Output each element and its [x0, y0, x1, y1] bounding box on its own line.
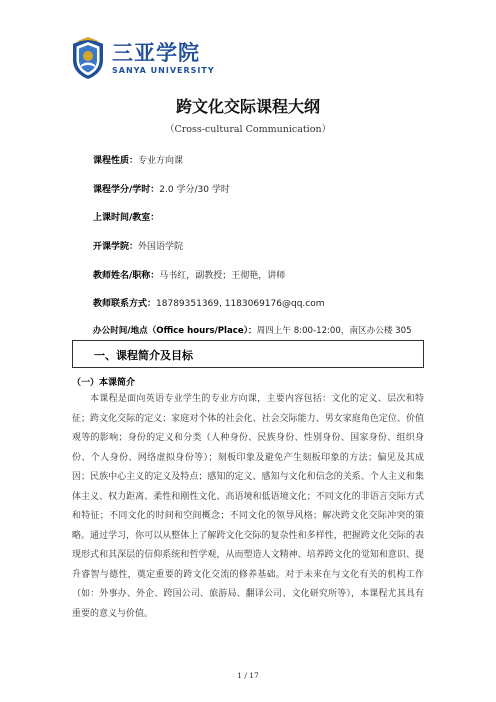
info-value: 外国语学院: [138, 242, 184, 252]
section-title: 一、课程简介及目标: [94, 349, 193, 362]
info-value: 18789351369, 1183069176@qq.com: [156, 299, 325, 309]
info-label: 课程学分/学时：: [93, 185, 160, 195]
info-label: 办公时间/地点（Office hours/Place）：: [93, 326, 257, 336]
page-number: 1 / 17: [237, 671, 259, 680]
info-label: 开课学院：: [93, 242, 139, 252]
document-subtitle: （Cross-cultural Communication）: [164, 124, 332, 135]
info-label: 课程性质：: [93, 156, 139, 166]
university-logo: [70, 34, 215, 82]
info-label: 上课时间/教室：: [93, 213, 160, 223]
info-value: 2.0 学分/30 学时: [159, 185, 230, 195]
info-contact: [93, 296, 325, 309]
info-credits-hours: [93, 182, 230, 195]
document-title: 跨文化交际课程大纲: [175, 97, 320, 116]
info-value: 周四上午 8:00-12:00，南区办公楼 305: [256, 326, 412, 336]
section-subheading: （一）本课简介: [72, 378, 136, 388]
university-crest-icon: [70, 36, 106, 80]
info-time-classroom: [93, 210, 159, 223]
logo-name-chinese: 三亚学院: [112, 41, 200, 65]
info-label: 教师姓名/职称：: [93, 271, 160, 281]
info-teachers: [93, 268, 285, 281]
logo-name-english: SANYA UNIVERSITY: [112, 66, 215, 75]
info-school: [93, 239, 183, 252]
info-value: 马书红，副教授；王彻艳，讲师: [159, 271, 286, 281]
info-value: 专业方向课: [138, 156, 184, 166]
info-label: 教师联系方式：: [93, 299, 157, 309]
info-office-hours: [93, 324, 412, 336]
course-introduction-paragraph: 本课程是面向英语专业学生的专业方向课，主要内容包括：文化的定义、层次和特征；跨文化交际的定义；家庭对个体的社会化、社会交际能力、男女家庭角色定位、价值观等的影响；身份的定义和分类（人种身份、民族身份、性别身份、国家身份、组织身份、个人身份、网络虚拟身份等）；刻板印象及避免产生刻板印象的方法；偏见及其成因；民族中心主义的定义及特点；感知的定义、感知与文化和信念的关系、个人主义和集体主义、权力距离、柔性和刚性文化、高语境和低语境文化；不同文化的非语言交际方式和特征；不同文化的时间和空间概念；不同文化的领导风格；解决跨文化交际冲突的策略。通过学习，你可以从整体上了解跨文化交际的复杂性和多样性，把握跨文化交际的表现形式和其深层的信仰系统和哲学观，从而塑造人文精神、培养跨文化的觉知和意识、提升睿智与德性，奠定重要的跨文化交流的修养基础。对于未来在与文化有关的机构工作（如：外事办、外企、跨国公司、旅游局、翻译公司、文化研究所等），本课程尤其具有重要的意义与价值。: [72, 394, 424, 619]
info-course-type: [93, 153, 183, 166]
